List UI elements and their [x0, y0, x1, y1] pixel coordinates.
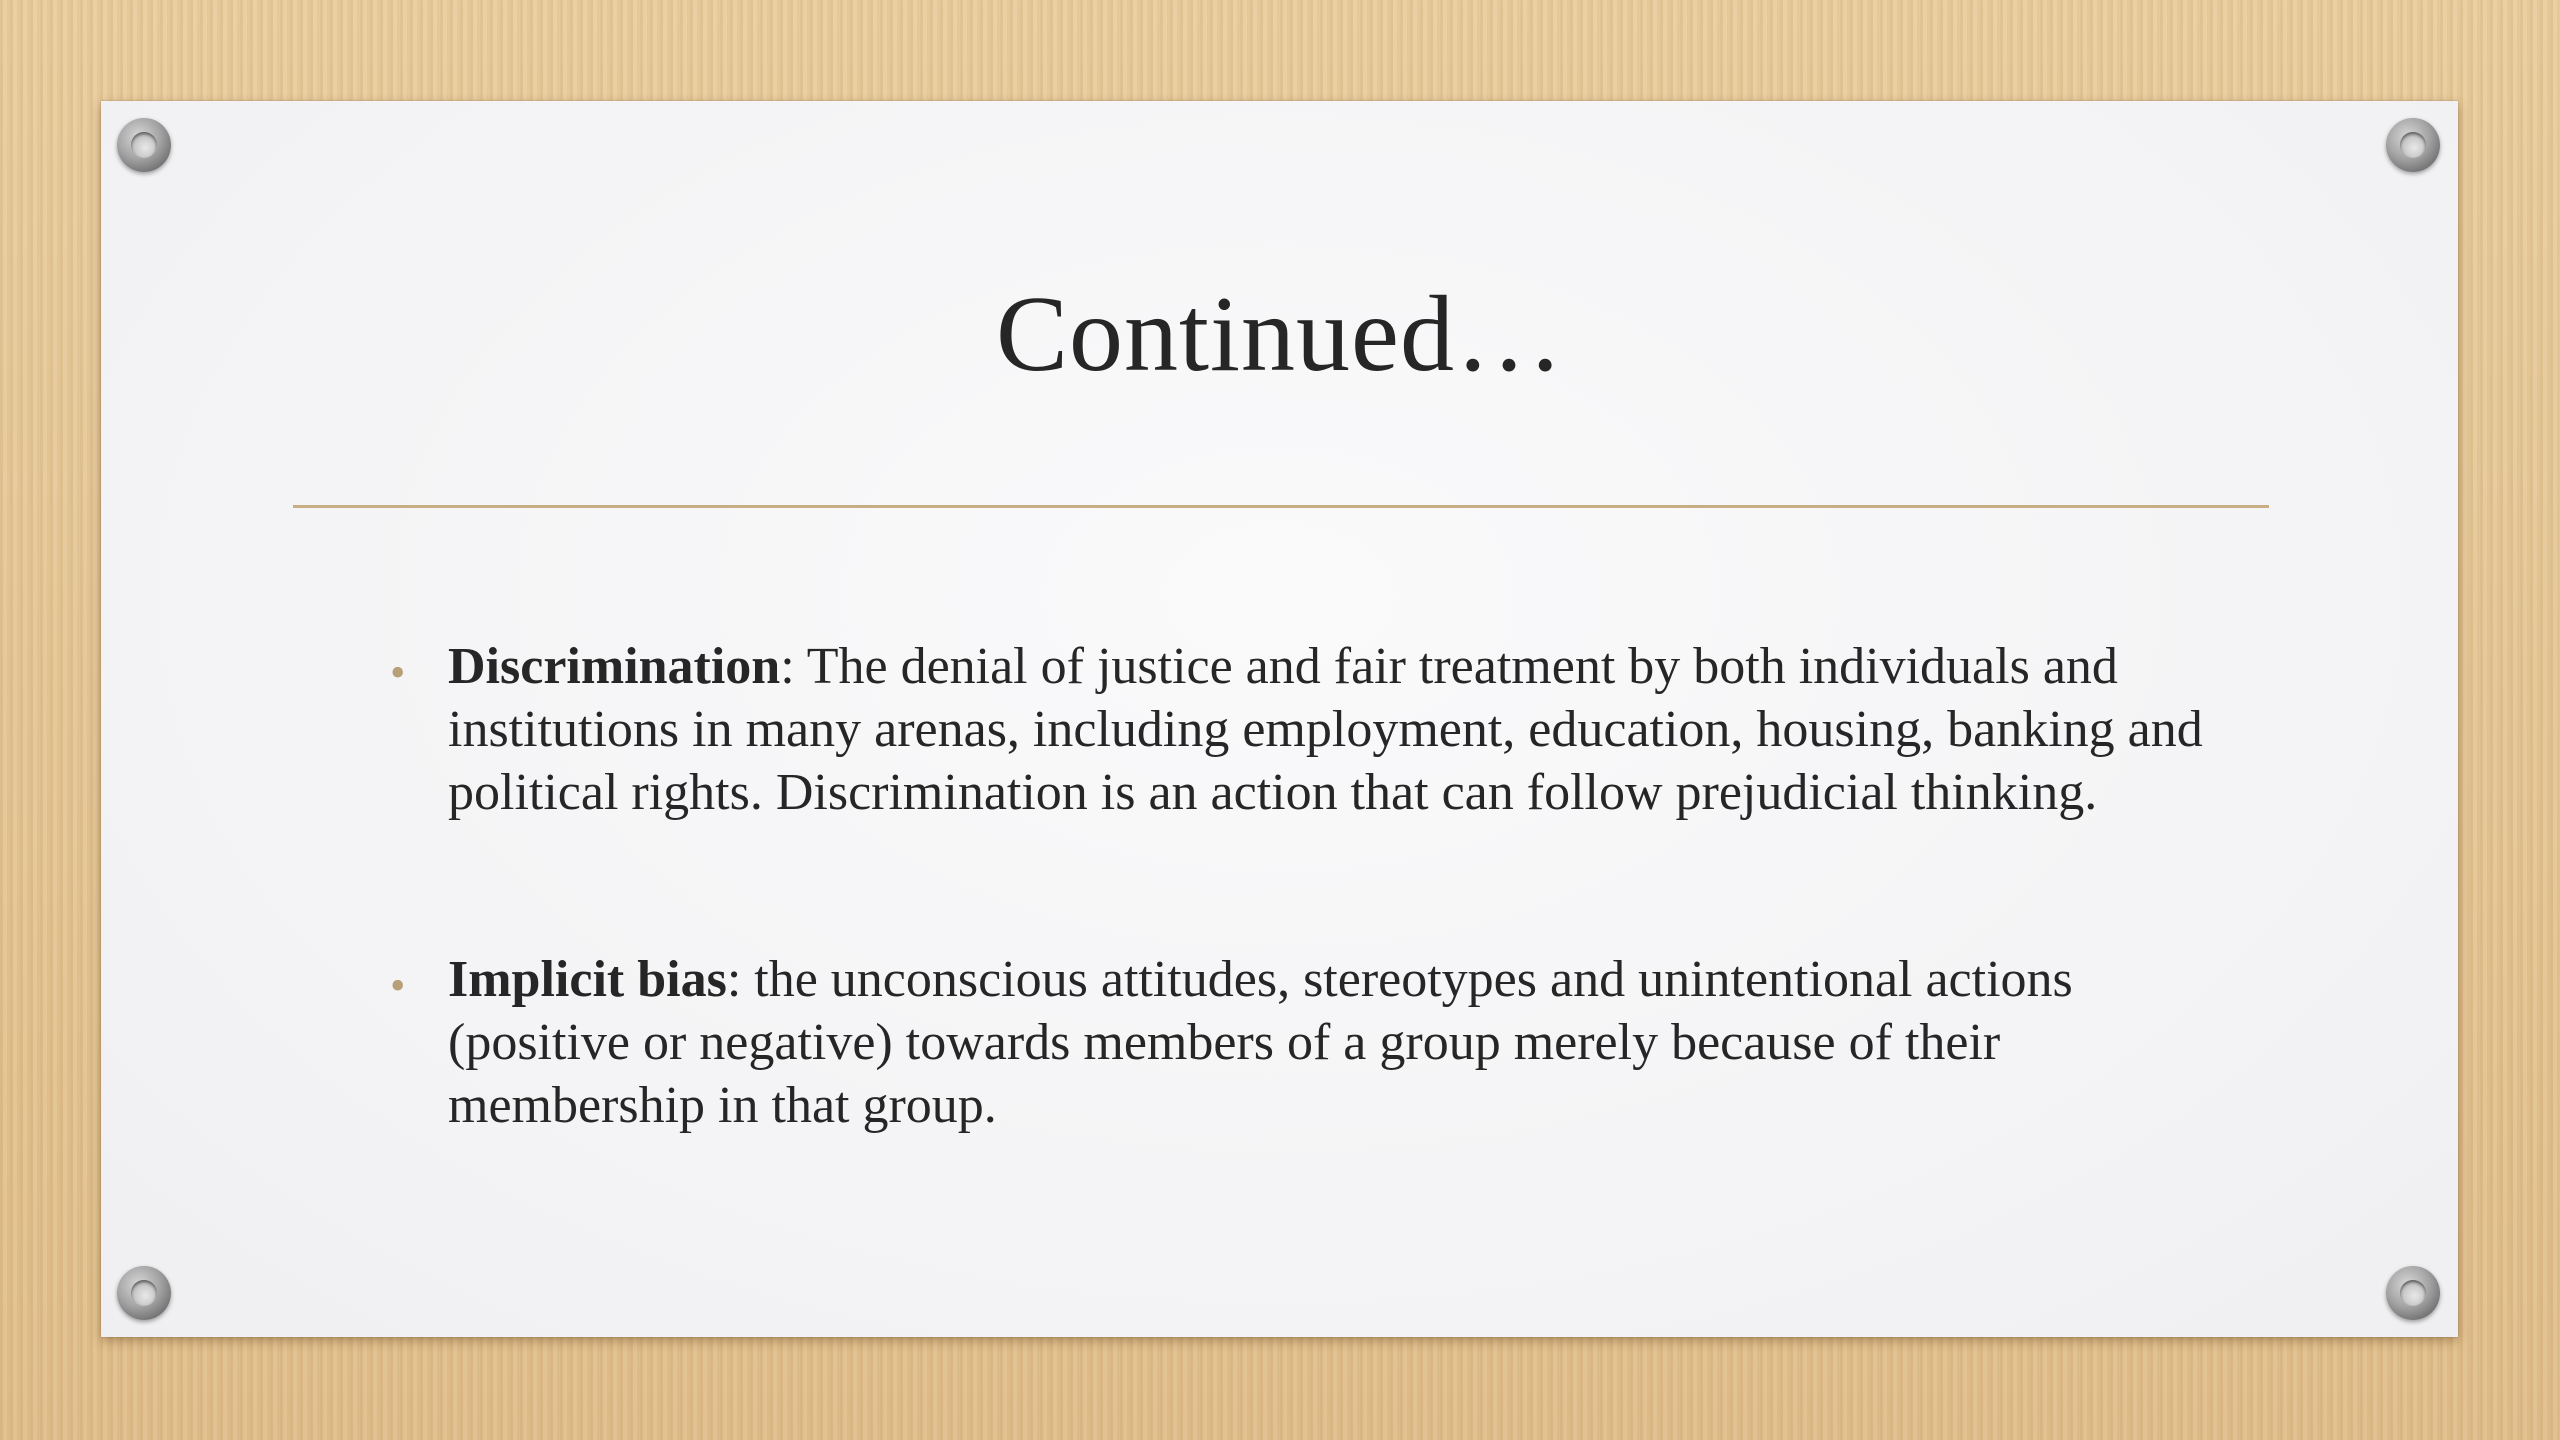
bullet-term: Implicit bias — [448, 951, 727, 1008]
grommet-icon — [117, 118, 171, 172]
bullet-list — [385, 635, 2265, 1137]
bullet-icon: • — [390, 648, 406, 697]
bullet-definition: : the unconscious attitudes, stereotypes and unintentional actions (positive or negative) towards members of a group merely because of their membership in that group. — [448, 951, 2073, 1134]
bullet-item-discrimination — [385, 635, 2265, 824]
bullet-definition: : The denial of justice and fair treatment by both individuals and institutions in many arenas, including employment, education, housing, banking and political rights. Discrimination is an action that can follow prejudicial thinking. — [448, 638, 2203, 821]
bullet-item-implicit-bias — [385, 948, 2265, 1137]
title-divider — [293, 505, 2269, 508]
grommet-icon — [117, 1266, 171, 1320]
slide-title: Continued… — [996, 275, 1564, 394]
grommet-icon — [2386, 118, 2440, 172]
bullet-icon: • — [390, 961, 406, 1010]
grommet-icon — [2386, 1266, 2440, 1320]
bullet-term: Discrimination — [448, 638, 781, 695]
